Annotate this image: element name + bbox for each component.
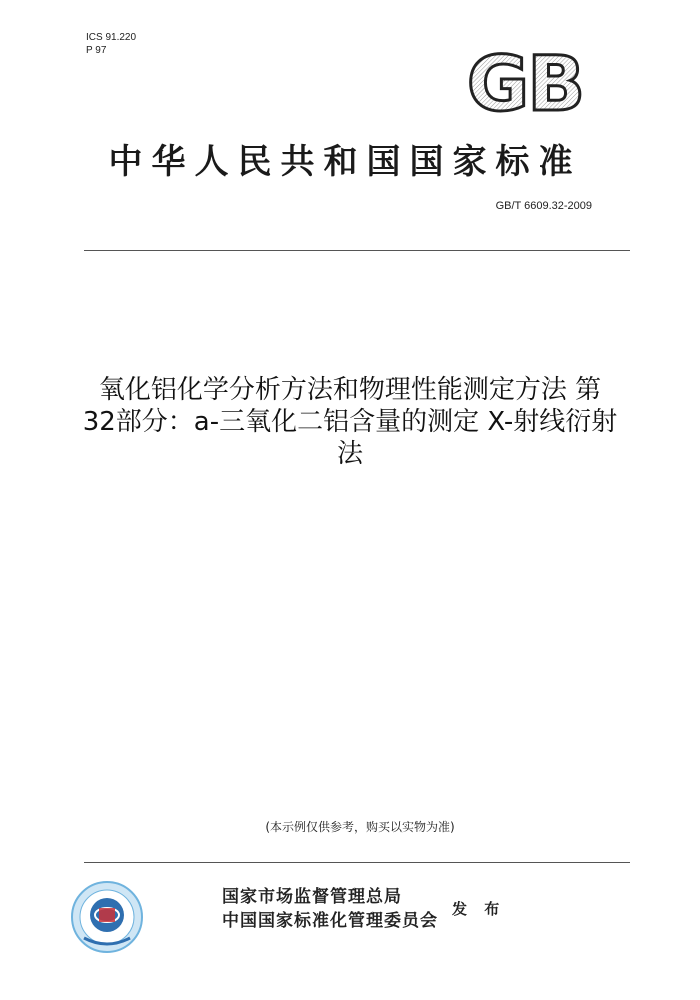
standard-number: GB/T 6609.32-2009	[495, 200, 592, 212]
document-title-line-3: 法	[336, 439, 363, 469]
document-title-line-1: 氧化铝化学分析方法和物理性能测定方法 第	[98, 375, 602, 405]
ics-code: ICS 91.220	[86, 32, 137, 43]
top-divider	[84, 250, 630, 251]
sample-notice: (本示例仅供参考，购买以实物为准)	[265, 820, 455, 834]
issued-label: 发 布	[452, 900, 506, 918]
classification-codes	[86, 31, 136, 57]
gb-logo	[460, 40, 590, 120]
issuer-sac: 中国国家标准化管理委员会	[222, 911, 438, 931]
national-standard-title: 中华人民共和国国家标准	[108, 142, 582, 182]
bottom-divider	[84, 862, 630, 863]
certification-seal-icon	[70, 880, 144, 954]
document-title-line-2: 32部分：a-三氧化二铝含量的测定 X-射线衍射	[82, 407, 618, 437]
ccs-code: P 97	[86, 45, 107, 56]
issuer-samr: 国家市场监督管理总局	[222, 887, 402, 907]
document-title	[20, 374, 680, 470]
gb-logo-text: GB	[466, 40, 584, 120]
issuing-authorities	[222, 885, 438, 933]
